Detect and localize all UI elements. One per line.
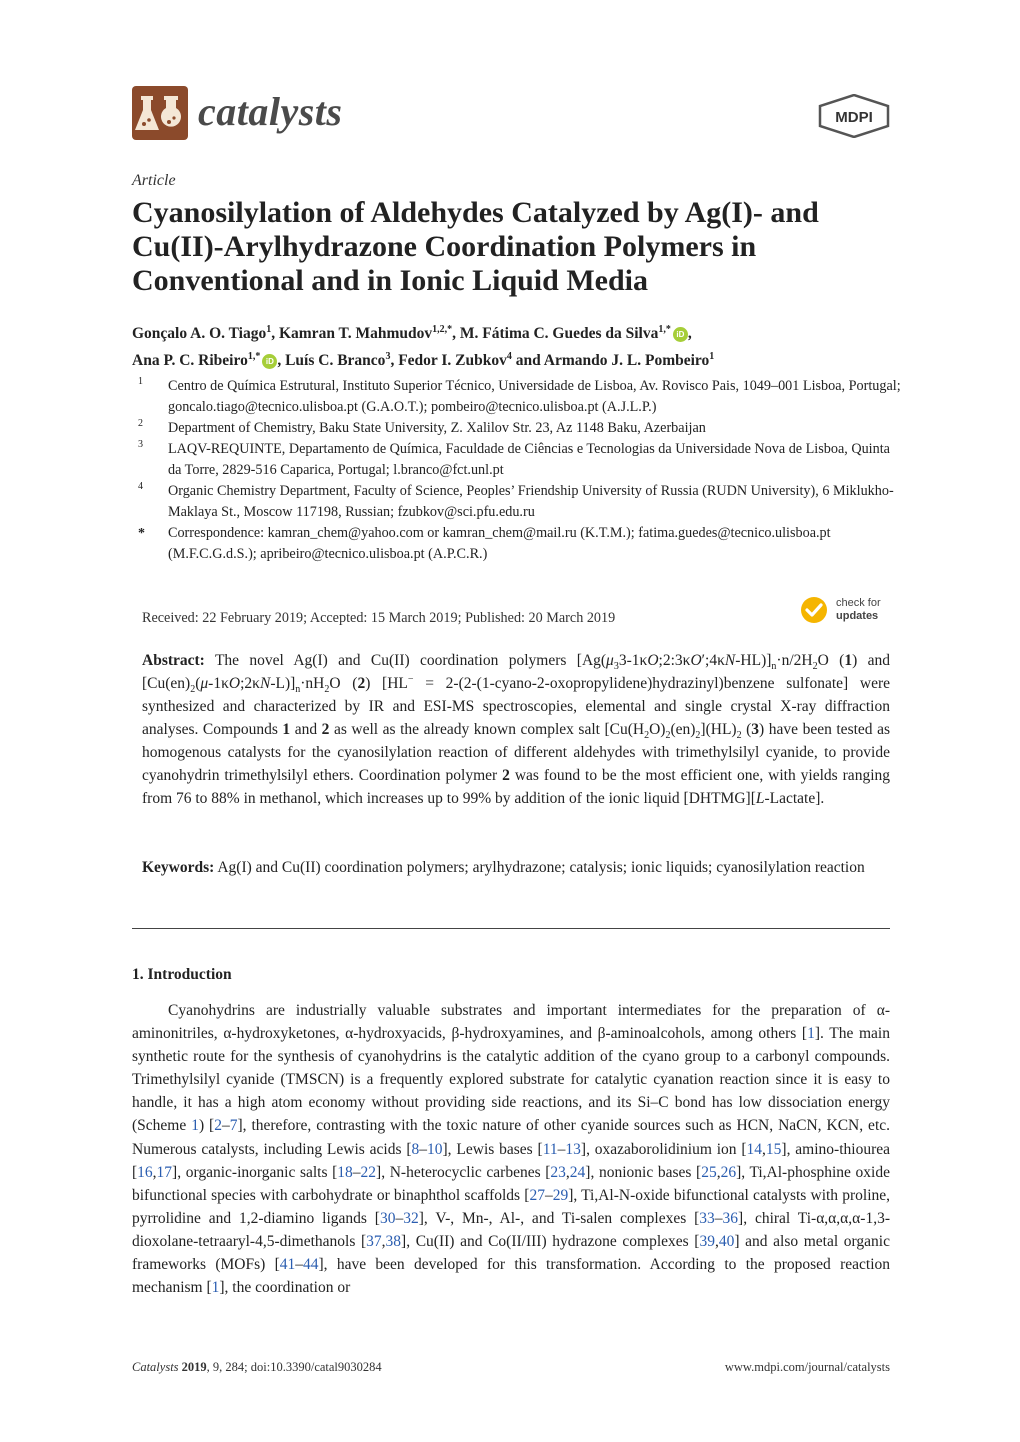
orcid-icon[interactable]: iD [673,327,688,342]
citation-link[interactable]: 2 [214,1117,222,1135]
citation-link[interactable]: 37 [366,1232,382,1250]
citation-link[interactable]: 17 [156,1163,173,1181]
author-affiliation: 3 [385,350,391,362]
affiliation-text: Department of Chemistry, Baku State University, Z. Xalilov Str. 23, Az 1148 Baku, Azerbaijan [168,420,706,436]
section-divider [132,928,890,929]
author-list: Gonçalo A. O. Tiago$^1$, Kamran T. Mahmudov$^{1,2,*}$, M. Fátima C. Guedes da Silva$^{1,*}$ iD , Ana P. C. Ribeiro$^{1,*}$ iD , Luís C. Branco$^3$, Fedor I. Zubkov$^4$ and Armando J. L. Pombeiro$^1$ [132,323,715,369]
flask-beaker-logo-icon [132,86,188,140]
citation-link[interactable]: 27 [529,1186,545,1204]
check-for-updates-button[interactable] [800,596,895,628]
check-updates-line2: updates [836,610,879,622]
affiliation-number: 1 [138,376,143,387]
affiliations [132,376,902,565]
author-affiliation: 4 [506,350,512,362]
author-name[interactable]: Armando J. L. Pombeiro [543,352,710,369]
citation-link[interactable]: 24 [569,1163,586,1181]
author-name[interactable]: Kamran T. Mahmudov [278,325,433,342]
affiliation-text: LAQV-REQUINTE, Departamento de Química, Faculdade de Ciências e Tecnologias da Universidade Nova de Lisboa, Quinta da Torre, 2829-516 Caparica, Portugal; l.branco@fct.unl.pt [168,441,890,478]
correspondence-text: Correspondence: kamran_chem@yahoo.com or kamran_chem@mail.ru (K.T.M.); fatima.guedes@tecnico.ulisboa.pt (M.F.C.G.d.S.); apribeiro@tecnico.ulisboa.pt (A.P.C.R.) [168,525,831,562]
keywords [142,856,890,879]
introduction-paragraph: Cyanohydrins are industrially valuable substrates and important intermediates for the preparation of α-aminonitriles, α-hydroxyketones, α-hydroxyacids, β-hydroxyamines, and β-aminoalcohols, among others [1]. The main synthetic route for the synthesis of cyanohydrins is the catalytic addition of the cyano group to a carbonyl compounds. Trimethylsilyl cyanide (TMSCN) is a frequently explored substrate for catalytic cyanation reaction since it is easy to handle, it has a high atom economy without providing side reactions, and its Si–C bond has low dissociation energy (Scheme 1) [2–7], therefore, contrasting with the toxic nature of other cyanide sources such as HCN, NaCN, KCN, etc. Numerous catalysts, including Lewis acids [8–10], Lewis bases [11–13], oxazaborolidinium ion [14,15], amino-thiourea [16,17], organic-inorganic salts [18–22], N-heterocyclic carbenes [23,24], nonionic bases [25,26], Ti,Al-phosphine oxide bifunctional species with carbohydrate or binaphthol scaffolds [27–29], Ti,Al-N-oxide bifunctional catalysts with proline, pyrrolidine and 1,2-diamino ligands [30–32], V-, Mn-, Al-, and Ti-salen complexes [33–36], chiral Ti-α,α,α,α-1,3-dioxolane-tetraaryl-4,5-dimethanols [37,38], Cu(II) and Co(II/III) hydrazone complexes [39,40] and also metal organic frameworks (MOFs) [41–44], have been developed for this transformation. According to the proposed reaction mechanism [1], the coordination or [132,1002,891,1297]
author-connector: and [515,352,541,369]
author-name[interactable]: Luís C. Branco [285,352,386,369]
author-affiliation: 1 [266,323,272,335]
author-name[interactable]: Fedor I. Zubkov [398,352,507,369]
citation-link[interactable]: 22 [360,1163,377,1181]
citation-link[interactable]: 40 [718,1232,735,1250]
citation-link[interactable]: 39 [699,1232,715,1250]
orcid-icon[interactable]: iD [262,354,277,369]
citation-link[interactable]: 33 [699,1209,715,1227]
citation-link[interactable]: 13 [565,1140,581,1158]
keywords-text: Ag(I) and Cu(II) coordination polymers; arylhydrazone; catalysis; ionic liquids; cyanosilylation reaction [217,859,865,876]
affiliation-text: Organic Chemistry Department, Faculty of Science, Peoples’ Friendship University of Russia (RUDN University), 6 Miklukho-Maklaya St., Moscow 117198, Russian; fzubkov@sci.pfu.edu.ru [168,483,894,520]
citation-link[interactable]: 23 [550,1163,566,1181]
citation-link[interactable]: 29 [552,1186,569,1204]
author-name[interactable]: Gonçalo A. O. Tiago [132,325,267,342]
citation-link[interactable]: 32 [403,1209,419,1227]
citation-link[interactable]: 15 [765,1140,782,1158]
citation-link[interactable]: 41 [279,1256,296,1274]
author-affiliation: 1 [709,350,715,362]
author-affiliation: 1,* [658,323,671,335]
affiliation-number: 3 [138,439,143,450]
affiliation-number: 4 [138,481,143,492]
checkmark-badge-icon [800,596,828,624]
citation-link[interactable]: 7 [229,1117,238,1135]
citation-link[interactable]: 11 [542,1140,558,1158]
keywords-label: Keywords: [142,859,215,876]
abstract: Abstract: The novel Ag(I) and Cu(II) coordination polymers $[Ag(\mu_33-1\kappa O;2:3\kappa O';4\kappa N-HL)]_n\cdot n/2H_2O$ (1) and $[Cu(en)_2(\mu-1\kappa O;2\kappa N-L)]_n\cdot nH_2O$ (2) [HL− = 2-(2-(1-cyano-2-oxopropylidene)hydrazinyl)benzene sulfonate] were synthesized and characterized by IR and ESI-MS spectroscopies, elemental and single crystal X-ray diffraction analyses. Compounds 1 and 2 as well as the already known complex salt $[Cu(H_2O)_2(en)_2](HL)_2$ (3) have been tested as homogenous catalysts for the cyanosilylation reaction of different aldehydes with trimethylsilyl cyanide, to provide cyanohydrin trimethylsilyl ethers. Coordination polymer 2 was found to be the most efficient one, with yields ranging from 76 to 88% in methanol, which increases up to 99% by addition of the ionic liquid [DHTMG][L-Lactate]. [142,652,890,807]
affiliation-text: Centro de Química Estrutural, Instituto Superior Técnico, Universidade de Lisboa, Av. Rovisco Pais, 1049–001 Lisboa, Portugal; goncalo.tiago@tecnico.ulisboa.pt (G.A.O.T.); pombeiro@tecnico.ulisboa.pt (A.J.L.P.) [168,378,901,415]
correspondence-item [132,523,902,565]
footer-url[interactable]: www.mdpi.com/journal/catalysts [724,1360,890,1374]
footer-citation [132,1360,382,1375]
citation-link[interactable]: 25 [701,1163,717,1181]
correspondence-marker: * [138,526,145,541]
affiliation-item [132,481,902,523]
citation-link[interactable]: 16 [137,1163,153,1181]
citation-link[interactable]: 10 [427,1140,443,1158]
citation-link[interactable]: 44 [303,1256,319,1274]
mdpi-logo-text: MDPI [835,109,873,126]
affiliation-item [132,418,902,439]
author-affiliation: 1,2,* [432,323,453,335]
citation-link[interactable]: 18 [337,1163,353,1181]
check-updates-line1: check for [836,597,881,609]
citation-link[interactable]: 26 [720,1163,737,1181]
author-name[interactable]: M. Fátima C. Guedes da Silva [459,325,659,342]
scheme-link[interactable]: 1 [191,1117,199,1135]
footer-year: 2019 [181,1360,207,1374]
citation-link[interactable]: 1 [211,1279,220,1297]
article-type: Article [132,172,176,189]
affiliation-item [132,439,902,481]
citation-link[interactable]: 30 [379,1209,396,1227]
citation-link[interactable]: 38 [385,1232,402,1250]
citation-link[interactable]: 36 [722,1209,739,1227]
abstract-label: Abstract: [142,652,205,669]
citation-link[interactable]: 14 [746,1140,763,1158]
footer-journal: Catalysts [132,1360,179,1374]
mdpi-logo[interactable] [818,94,890,138]
citation-link[interactable]: 8 [411,1140,420,1158]
affiliation-number: 2 [138,418,143,429]
author-affiliation: 1,* [247,350,261,362]
section-heading: 1. Introduction [132,966,232,983]
affiliation-item [132,376,902,418]
footer-doi[interactable]: , 9, 284; doi:10.3390/catal9030284 [206,1360,382,1374]
article-title: Cyanosilylation of Aldehydes Catalyzed by Ag(I)- and Cu(II)-Arylhydrazone Coordination Polymers in Conventional and in Ionic Liquid Media [132,196,819,297]
author-name[interactable]: Ana P. C. Ribeiro [132,352,248,369]
publication-dates: Received: 22 February 2019; Accepted: 15 March 2019; Published: 20 March 2019 [142,610,616,626]
journal-name: catalysts [198,89,343,134]
citation-link[interactable]: 1 [807,1025,815,1043]
